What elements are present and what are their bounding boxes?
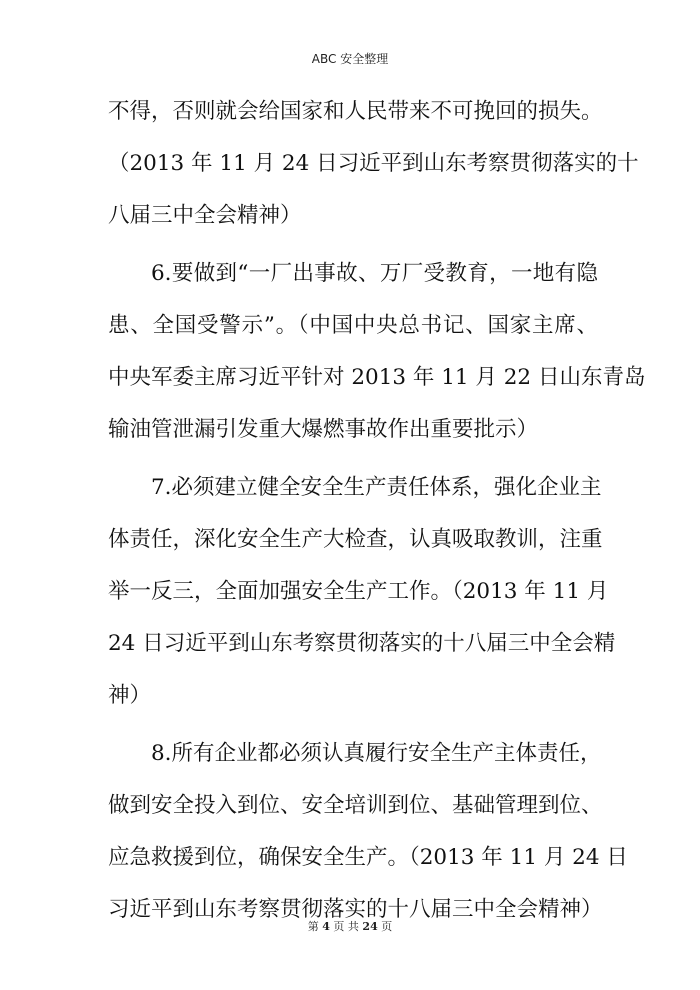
footer-suffix: 页 — [381, 920, 393, 933]
body-line: 举一反三，全面加强安全生产工作。（2013 年 11 月 — [108, 579, 609, 604]
paragraph-8-start: 8.所有企业都必须认真履行安全生产主体责任， — [151, 741, 602, 766]
body-line: 做到安全投入到位、安全培训到位、基础管理到位、 — [108, 793, 603, 818]
footer-prefix: 第 — [307, 920, 319, 933]
body-line: 患、全国受警示”。（中国中央总书记、国家主席、 — [108, 313, 598, 338]
body-line: 中央军委主席习近平针对 2013 年 11 月 22 日山东青岛 — [108, 365, 646, 390]
body-line: 输油管泄漏引发重大爆燃事故作出重要批示） — [108, 417, 539, 442]
document-body — [108, 88, 646, 938]
body-line: 体责任，深化安全生产大检查，认真吸取教训，注重 — [108, 527, 603, 552]
body-line: 24 日习近平到山东考察贯彻落实的十八届三中全会精 — [108, 631, 616, 656]
body-line: 八届三中全会精神） — [108, 203, 302, 228]
current-page-number: 4 — [322, 920, 330, 933]
page-header: ABC 安全整理 — [311, 52, 389, 66]
body-line: 习近平到山东考察贯彻落实的十八届三中全会精神） — [108, 897, 603, 922]
body-line: 不得，否则就会给国家和人民带来不可挽回的损失。 — [108, 99, 603, 124]
paragraph-6-start: 6.要做到“一厂出事故、万厂受教育，一地有隐 — [151, 261, 598, 286]
footer-middle: 页 共 — [333, 920, 359, 933]
body-line: 应急救援到位，确保安全生产。（2013 年 11 月 24 日 — [108, 845, 628, 870]
total-page-count: 24 — [362, 920, 378, 933]
body-line: （2013 年 11 月 24 日习近平到山东考察贯彻落实的十 — [108, 151, 639, 176]
paragraph-7-start: 7.必须建立健全安全生产责任体系，强化企业主 — [151, 475, 602, 500]
body-line: 神） — [108, 683, 152, 708]
page-footer — [0, 918, 700, 934]
